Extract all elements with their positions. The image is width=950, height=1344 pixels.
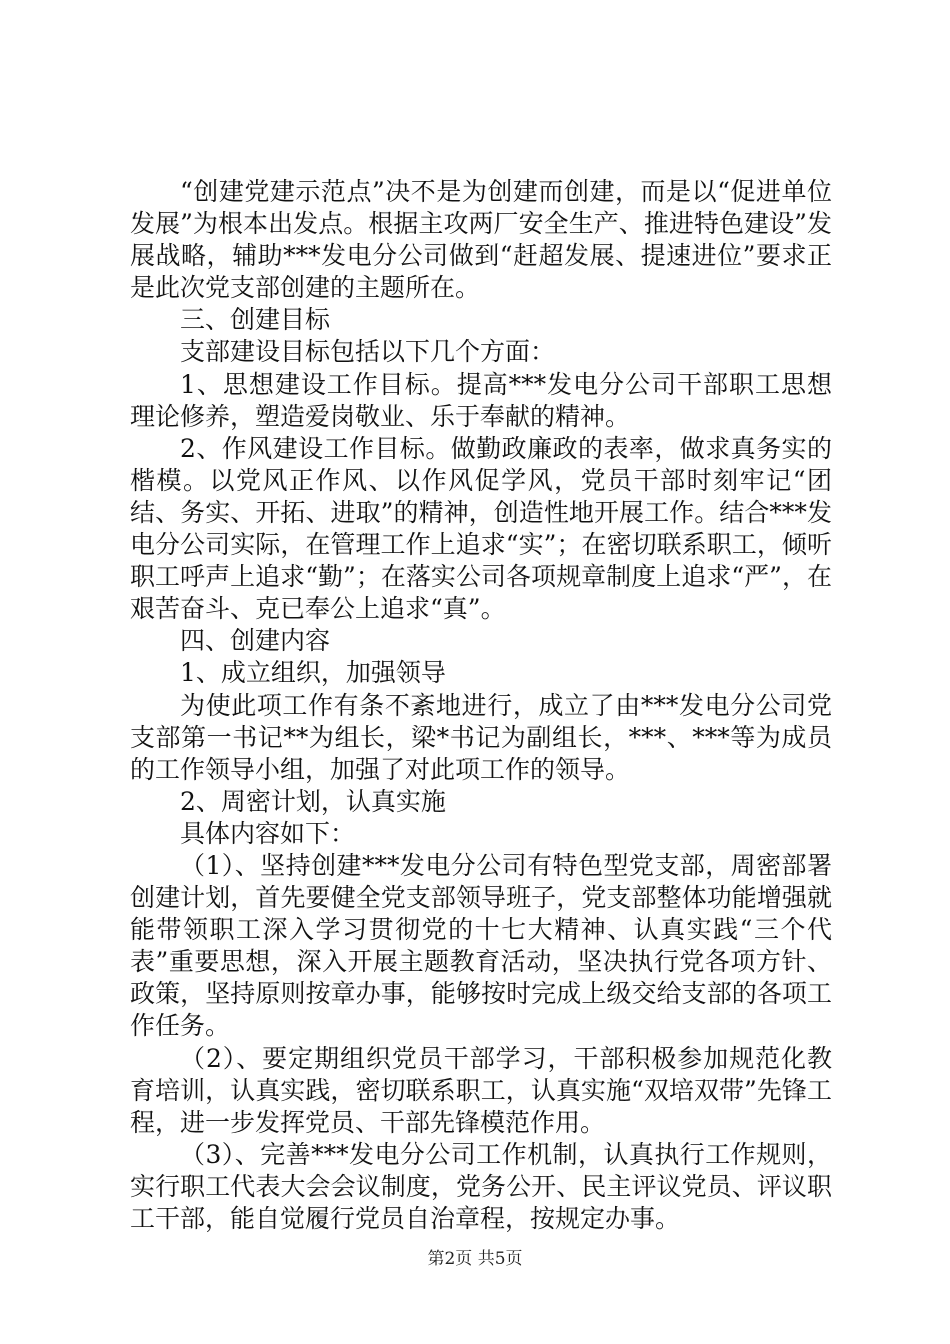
paragraph-goal-2: 2、作风建设工作目标。做勤政廉政的表率，做求真务实的楷模。以党风正作风、以作风促学风，党员干部时刻牢记“团结、务实、开拓、进取”的精神，创造性地开展工作。结合***发电分公司实际，在管理工作上追求“实”；在密切联系职工，倾听职工呼声上追求“勤”；在落实公司各项规章制度上追求“严”，在艰苦奋斗、克已奉公上追求“真”。 [130,433,832,624]
paragraph-item-2: （2）、要定期组织党员干部学习，干部积极参加规范化教育培训，认真实践，密切联系职工，认真实施“双培双带”先锋工程，进一步发挥党员、干部先锋模范作用。 [130,1043,832,1137]
document-body [130,176,832,1235]
heading-content: 四、创建内容 [180,626,331,656]
paragraph-intro: “创建党建示范点”决不是为创建而创建，而是以“促进单位发展”为根本出发点。根据主攻两厂安全生产、推进特色建设”发展战略，辅助***发电分公司做到“赶超发展、提速进位”要求正是此次党支部创建的主题所在。 [130,177,832,303]
page-number-footer: 第2页 共5页 [427,1249,523,1269]
paragraph-goals-intro: 支部建设目标包括以下几个方面： [180,337,556,367]
subheading-organization: 1、成立组织，加强领导 [180,658,446,688]
heading-goals: 三、创建目标 [180,305,331,335]
paragraph-goal-1: 1、思想建设工作目标。提高***发电分公司干部职工思想理论修养，塑造爱岗敬业、乐于奉献的精神。 [130,369,832,431]
paragraph-item-3: （3）、完善***发电分公司工作机制，认真执行工作规则，实行职工代表大会会议制度，党务公开、民主评议党员、评议职工干部，能自觉履行党员自治章程，按规定办事。 [130,1139,832,1233]
paragraph-organization: 为使此项工作有条不紊地进行，成立了由***发电分公司党支部第一书记**为组长，梁*书记为副组长，***、***等为成员的工作领导小组，加强了对此项工作的领导。 [130,690,832,784]
subheading-plan: 2、周密计划，认真实施 [180,786,446,816]
paragraph-item-1: （1）、坚持创建***发电分公司有特色型党支部，周密部署创建计划，首先要健全党支部领导班子，党支部整体功能增强就能带领职工深入学习贯彻党的十七大精神、认真实践“三个代表”重要思想，深入开展主题教育活动，坚决执行党各项方针、政策，坚持原则按章办事，能够按时完成上级交给支部的各项工作任务。 [130,850,832,1041]
paragraph-plan-intro: 具体内容如下： [180,818,356,848]
